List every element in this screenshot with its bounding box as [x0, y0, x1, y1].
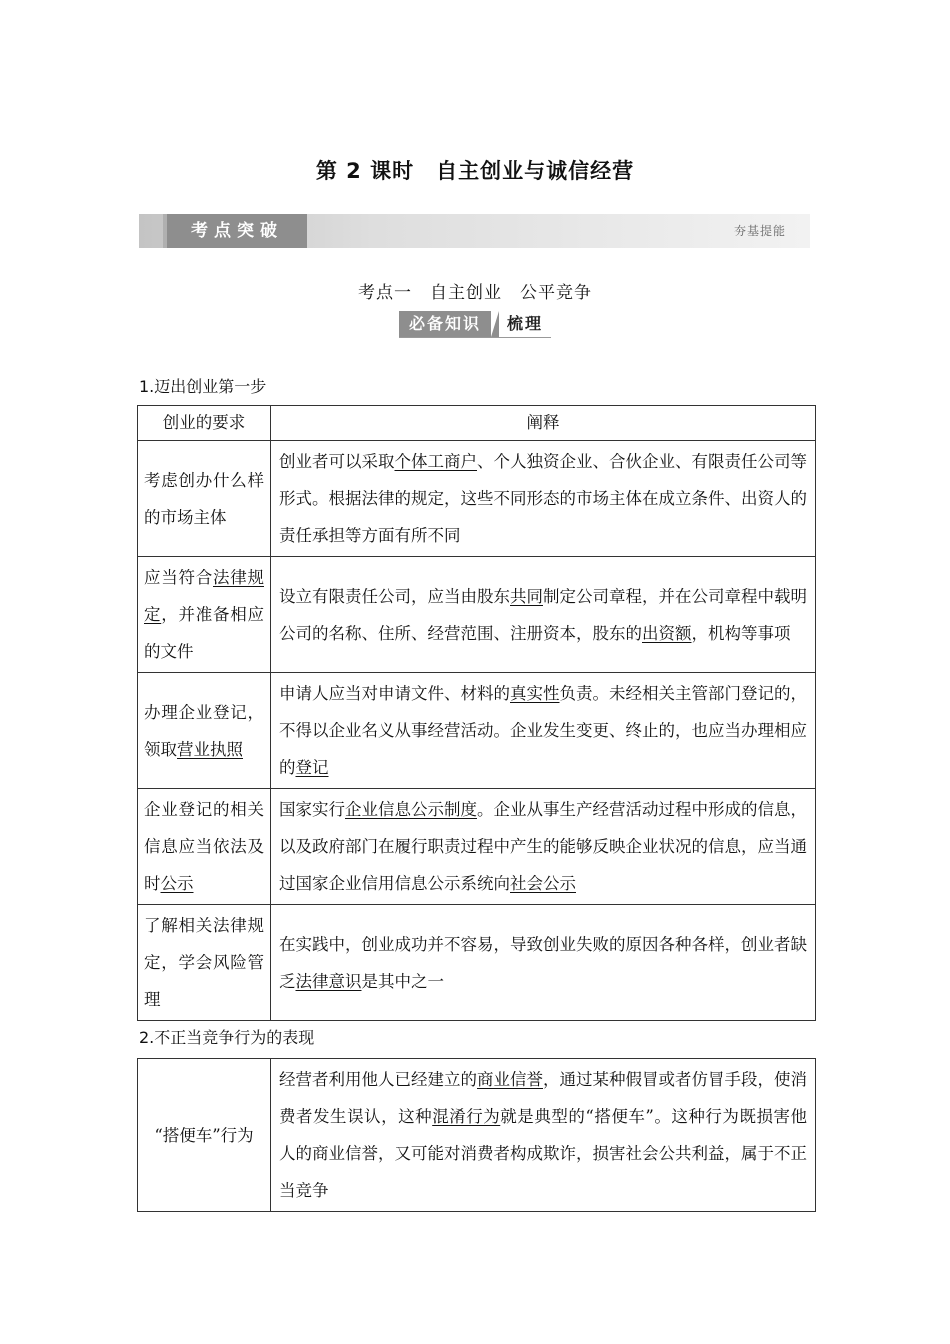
answer-blank: 混淆行为: [432, 1107, 501, 1126]
table-row: [138, 673, 816, 789]
header-requirement: 创业的要求: [138, 406, 271, 441]
cell-text: 申请人应当对申请文件、材料的: [279, 684, 510, 703]
explanation-cell: [271, 441, 816, 557]
answer-blank: 商业信誉: [477, 1070, 543, 1089]
cell-text: 负责。未经相关主管部门登记的，不得以企业名义从事经营活动。企业发生变更、终止的，也应当办理相应的: [279, 684, 807, 777]
answer-blank: 共同: [510, 586, 543, 606]
explanation-cell: [271, 557, 816, 673]
part2-heading: 2.不正当竞争行为的表现: [139, 1028, 315, 1047]
cell-text: ，通过某种假冒或者仿冒手段，使消费者发生误认，这种: [279, 1070, 807, 1126]
answer-blank: 公示: [160, 874, 194, 893]
requirement-cell: [138, 905, 271, 1021]
cell-text: 办理企业登记，领取: [144, 702, 264, 759]
requirement-cell: [138, 789, 271, 905]
requirement-cell: [138, 673, 271, 789]
cell-text: 创业者可以采取: [279, 452, 395, 471]
answer-blank: 出资额: [642, 623, 692, 643]
knowledge-tag-divider: [491, 311, 499, 337]
cell-text: ，并准备相应的文件: [144, 605, 264, 661]
table-row: [138, 441, 816, 557]
table-header-row: [138, 406, 816, 441]
cell-text: 企业登记的相关信息应当依法及时: [144, 800, 264, 893]
requirement-cell: [138, 441, 271, 557]
cell-text: 了解相关法律规定，学会风险管理: [144, 916, 264, 1009]
cell-text: 制定公司章程，并在公司章程中载明公司的名称、住所、经营范围、注册资本，股东的: [279, 586, 807, 643]
requirement-cell: [138, 557, 271, 673]
cell-text: 在实践中，创业成功并不容易，导致创业失败的原因各种各样，创业者缺乏: [279, 934, 807, 991]
cell-text: 考虑创办什么样的市场主体: [144, 470, 264, 527]
requirement-cell: [138, 1059, 271, 1212]
cell-text: 。企业从事生产经营活动过程中形成的信息，以及政府部门在履行职责过程中产生的能够反映企业状况的信息，应当通过国家企业信用信息公示系统向: [279, 800, 807, 893]
header-explanation: 阐释: [271, 406, 816, 441]
part1-heading: 1.迈出创业第一步: [139, 377, 267, 396]
knowledge-tag: [399, 311, 551, 338]
answer-blank: 登记: [295, 758, 329, 777]
answer-blank: 个体工商户: [394, 452, 477, 471]
section-banner: [139, 214, 810, 248]
cell-text: 是其中之一: [361, 971, 444, 991]
answer-blank: 社会公示: [510, 874, 576, 893]
cell-text: 、个人独资企业、合伙企业、有限责任公司等形式。根据法律的规定，这些不同形态的市场主体在成立条件、出资人的责任承担等方面有所不同: [279, 452, 807, 545]
part2-table: [137, 1058, 816, 1212]
cell-text: 就是典型的“搭便车”。这种行为既损害他人的商业信誉，又可能对消费者构成欺诈，损害社会公共利益，属于不正当竞争: [279, 1107, 808, 1200]
answer-blank: 营业执照: [177, 739, 243, 759]
cell-text: 设立有限责任公司，应当由股东: [279, 586, 510, 606]
banner-tab: 考点突破: [167, 214, 307, 248]
explanation-cell: [271, 1059, 816, 1212]
answer-blank: 企业信息公示制度: [345, 800, 477, 819]
answer-blank: 真实性: [510, 684, 560, 703]
part1-table: [137, 405, 816, 1021]
answer-blank: 法律意识: [295, 971, 362, 991]
banner-right-label: 夯基提能: [733, 224, 786, 238]
section-heading: 考点一 自主创业 公平竞争: [358, 283, 592, 303]
explanation-cell: [271, 789, 816, 905]
table-row: [138, 905, 816, 1021]
answer-blank: 法律规定: [144, 568, 264, 624]
cell-text: ，机构等事项: [691, 623, 791, 643]
table-row: [138, 557, 816, 673]
cell-text: 应当符合: [144, 568, 213, 587]
table-row: [138, 1059, 816, 1212]
knowledge-tag-dark: 必备知识: [399, 311, 491, 337]
cell-text: “搭便车”行为: [154, 1125, 254, 1145]
cell-text: 国家实行: [279, 800, 345, 819]
explanation-cell: [271, 905, 816, 1021]
page-title: 第 2 课时 自主创业与诚信经营: [315, 159, 635, 183]
table-row: [138, 789, 816, 905]
cell-text: 经营者利用他人已经建立的: [279, 1070, 477, 1089]
explanation-cell: [271, 673, 816, 789]
knowledge-tag-light: 梳理: [507, 314, 544, 333]
